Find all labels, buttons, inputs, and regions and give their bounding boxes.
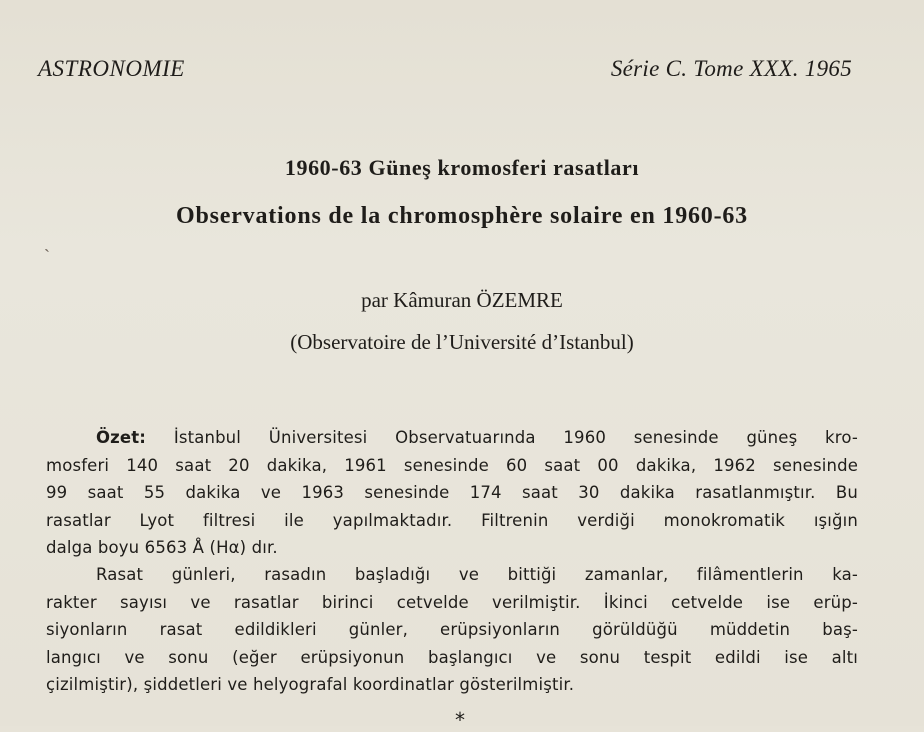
- paragraph-line: çizilmiştir), şiddetleri ve helyografal koordinatlar gösterilmiştir.: [46, 675, 575, 694]
- paragraph-line: rakter sayısı ve rasatlar birinci cetvelde verilmiştir. İkinci cetvelde ise erüp-: [46, 592, 858, 612]
- stray-ink-mark: ˏ: [44, 232, 50, 252]
- abstract-line: mosferi 140 saat 20 dakika, 1961 senesinde 60 saat 00 dakika, 1962 senesinde: [46, 455, 858, 475]
- abstract-line: dalga boyu 6563 Å (Hα) dır.: [46, 538, 278, 557]
- section-name: ASTRONOMIE: [38, 56, 185, 81]
- title-french: Observations de la chromosphère solaire en 1960-63: [176, 203, 748, 229]
- affiliation-line: (Observatoire de l’Université d’Istanbul): [290, 330, 634, 354]
- abstract-line: rasatlar Lyot filtresi ile yapılmaktadır. Filtrenin verdiği monokromatik ışığın: [46, 510, 858, 530]
- abstract-line-text: İstanbul Üniversitesi Observatuarında 1960 senesinde güneş kro-: [173, 428, 858, 447]
- footer-asterisk: *: [455, 708, 465, 732]
- paragraph-line: Rasat günleri, rasadın başladığı ve bittiği zamanlar, filâmentlerin ka-: [96, 565, 858, 584]
- running-header: [38, 56, 852, 86]
- paragraph-line: siyonların rasat edildikleri günler, erüpsiyonların görüldüğü müddetin baş-: [46, 620, 858, 639]
- title-turkish: 1960-63 Güneş kromosferi rasatları: [284, 155, 640, 180]
- abstract-label: Özet:: [96, 428, 147, 447]
- abstract: [46, 424, 858, 562]
- paragraph-line: langıcı ve sonu (eğer erüpsiyonun başlangıcı ve sonu tespit edildi ise altı: [46, 647, 858, 667]
- author-line: par Kâmuran ÖZEMRE: [361, 288, 563, 312]
- series-volume-year: Série C. Tome XXX. 1965: [610, 56, 852, 81]
- abstract-line: [46, 424, 858, 452]
- body-paragraph: [46, 561, 858, 699]
- abstract-line: 99 saat 55 dakika ve 1963 senesinde 174 saat 30 dakika rasatlanmıştır. Bu: [46, 483, 858, 502]
